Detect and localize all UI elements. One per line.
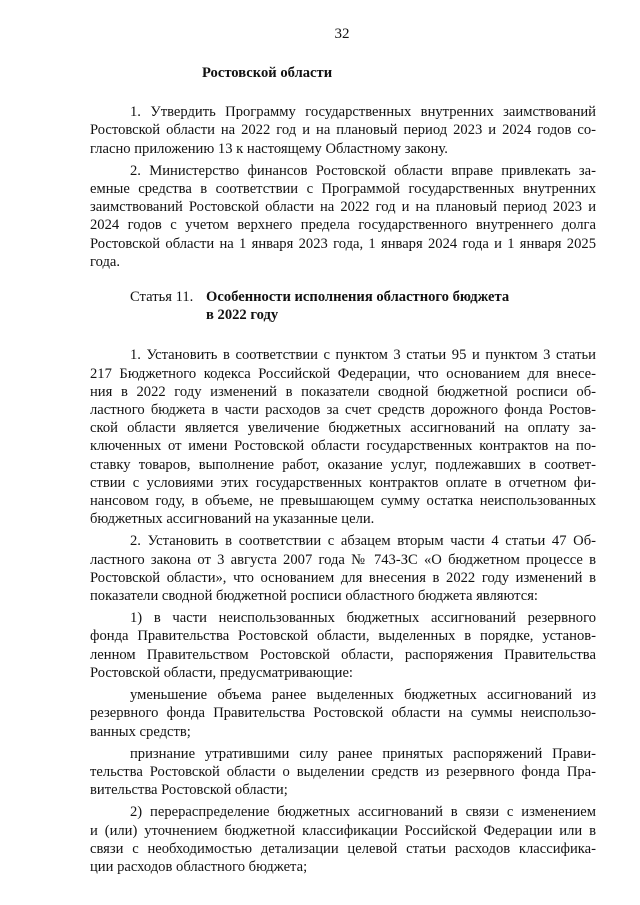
text-line: фонда Правительства Ростовской области, выделенных в порядке, установ- [90,628,596,645]
article-title-line-2: в 2022 году [206,307,279,324]
text-line: вительства Ростовской области; [90,782,288,799]
text-line: ской области является увеличение бюджетных ассигнований на оплату за- [90,420,596,437]
text-line: связи с необходимостью детализации целевой статьи расходов классифика- [90,840,596,857]
text-line: тельства Ростовской области о выделении средств из резервного фонда Пра- [90,763,596,780]
text-line: показатели сводной бюджетной росписи областного бюджета являются: [90,588,538,605]
text-line: Ростовской области», что основанием для внесения в 2022 году изменений в [90,569,596,586]
text-line: 2. Министерство финансов Ростовской области вправе привлекать за- [130,162,596,179]
paragraph-3 [90,346,596,528]
text-line: ванных средств; [90,723,191,740]
text-line: 2. Установить в соответствии с абзацем вторым части 4 статьи 47 Об- [130,533,596,550]
text-line: ствии с условиями этих государственных контрактов оплате в отчетном фи- [90,474,596,491]
paragraph-5 [90,609,596,682]
article-title [206,288,509,324]
text-line: гласно приложению 13 к настоящему Областному закону. [90,140,448,157]
article-title-line-1: Особенности исполнения областного бюджета [206,289,510,306]
text-line: ставку товаров, выполнение работ, оказание услуг, подлежавших в соответ- [90,456,596,473]
article-heading [90,288,596,324]
text-line: Ростовской области на 1 января 2023 года, 1 января 2024 года и 1 января 2025 [90,235,596,252]
text-line: Ростовской области на 2022 год и на плановый период 2023 и 2024 годов со- [90,122,596,139]
document-body [90,64,596,880]
text-line: 2024 годов с учетом верхнего предела государственного внутреннего долга [90,217,596,234]
page-number: 32 [334,26,350,42]
text-line: 2) перераспределение бюджетных ассигнований в связи с изменением [130,804,596,821]
text-line: бюджетных ассигнований на указанные цели. [90,511,375,528]
text-line: и (или) уточнением бюджетной классификации Российской Федерации или в [90,822,596,839]
paragraph-4 [90,532,596,605]
text-line: признание утратившими силу ранее принятых распоряжений Прави- [130,745,596,762]
paragraph-1 [90,103,596,158]
section-heading: Ростовской области [202,65,333,81]
paragraph-2 [90,162,596,271]
text-line: ластного бюджета в части расходов за счет средств дорожного фонда Ростов- [90,402,596,419]
text-line: ластного закона от 3 августа 2007 года № 743-ЗС «О бюджетном процессе в [90,551,596,568]
article-number: Статья 11. [130,289,194,306]
text-line: Ростовской области, предусматривающие: [90,664,353,681]
text-line: ключенных от имени Ростовской области государственных контрактов на по- [90,438,596,455]
text-line: емные средства в соответствии с Программой государственных внутренних [90,181,596,198]
text-line: ции расходов областного бюджета; [90,858,308,875]
paragraph-8 [90,803,596,876]
text-line: года. [90,253,121,270]
text-line: 1. Утвердить Программу государственных внутренних заимствований [130,104,596,121]
text-line: нансовом году, в объеме, не превышающем сумму остатка неиспользованных [90,493,596,510]
text-line: 1. Установить в соответствии с пунктом 3 статьи 95 и пунктом 3 статьи [130,347,596,364]
text-line: резервного фонда Правительства Ростовской области на суммы неиспользо- [90,705,596,722]
paragraph-7 [90,745,596,800]
text-line: ленном Правительством Ростовской области, распоряжения Правительства [90,646,596,663]
text-line: 217 Бюджетного кодекса Российской Федерации, что основанием для внесе- [90,365,596,382]
text-line: уменьшение объема ранее выделенных бюджетных ассигнований из [130,687,596,704]
text-line: заимствований Ростовской области на 2022 год и на плановый период 2023 и [90,199,596,216]
paragraph-6 [90,686,596,741]
text-line: 1) в части неиспользованных бюджетных ассигнований резервного [130,610,596,627]
text-line: ния в 2022 году изменений в показатели сводной бюджетной росписи об- [90,383,596,400]
